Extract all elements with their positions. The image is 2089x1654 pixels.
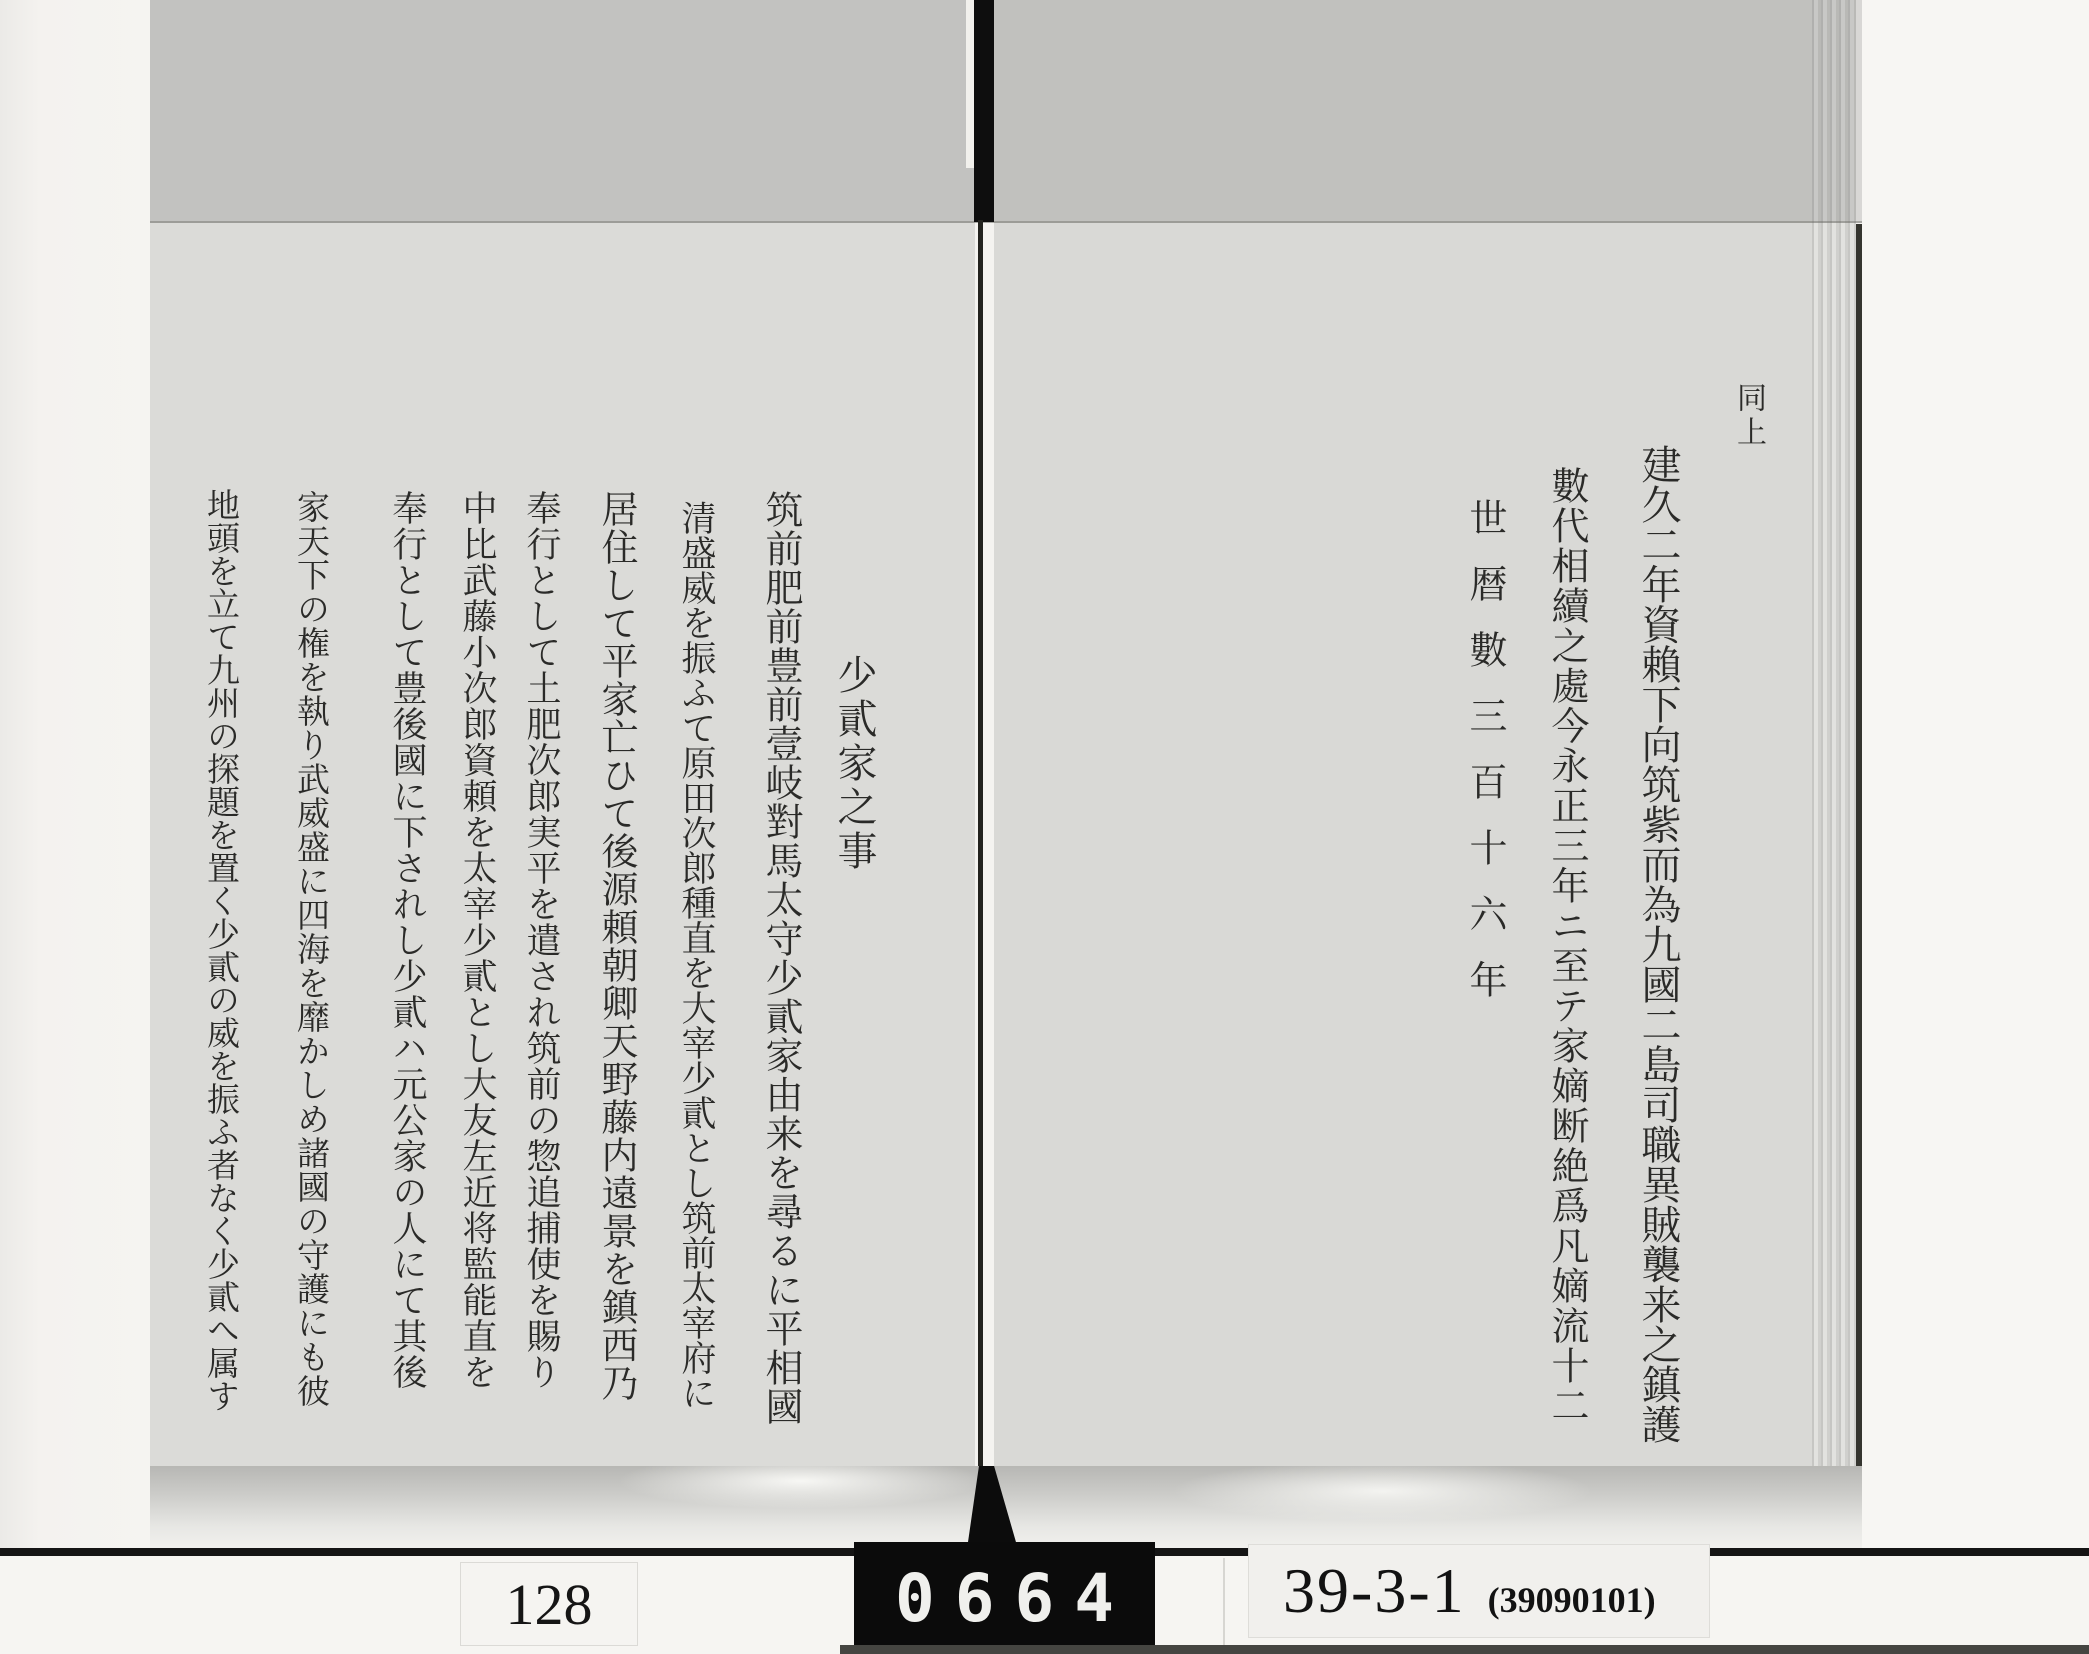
top-shadow-band <box>150 0 1862 223</box>
counter-display <box>854 1542 1155 1654</box>
left-page-column-3: 居住して平家亡ひて後源頼朝卿天野藤内遠景を鎮西乃 <box>595 490 638 1402</box>
bottom-dark-edge <box>840 1645 2089 1654</box>
left-page-column-1: 筑前肥前豊前壹岐對馬太守少貳家由来を尋るに平相國 <box>759 490 803 1426</box>
reference-code-label: 39-3-1 <box>1283 1555 1466 1626</box>
counter-digits: 0664 <box>895 1559 1134 1637</box>
left-page-section-title: 少貳家之事 <box>831 654 877 874</box>
reference-id-label: (39090101) <box>1487 1580 1656 1620</box>
left-page-column-5: 中比武藤小次郎資頼を太宰少貳とし大友左近将監能直を <box>457 490 497 1390</box>
spine-shadow-top <box>974 0 994 222</box>
spine-highlight <box>966 0 974 168</box>
left-page-column-2: 清盛威を振ふて原田次郎種直を大宰少貳とし筑前太宰府に <box>676 500 716 1410</box>
left-page-column-7: 家天下の権を執り武威盛に四海を靡かしめ諸國の守護にも彼 <box>292 490 331 1408</box>
right-page-column-1: 建久二年資賴下向筑紫而為九國二島司職異賊襲来之鎮護 <box>1635 444 1681 1444</box>
right-page-header: 同上 <box>1731 382 1766 450</box>
frame-number-card <box>460 1562 638 1646</box>
right-page-column-2: 數代相續之處今永正三年ニ至テ家嫡断絶爲凡嫡流十二 <box>1545 466 1589 1426</box>
page-edge-dark-line <box>1856 224 1862 1480</box>
footer-vertical-crease <box>1223 1558 1225 1646</box>
background-left-strip <box>0 0 150 1556</box>
right-page-column-3: 世暦數三百十六年 <box>1463 498 1507 1026</box>
spine-crease-line <box>978 220 983 1472</box>
left-page-column-6: 奉行として豊後國に下されし少貳ハ元公家の人にて其後 <box>387 490 427 1390</box>
left-page-column-8: 地頭を立て九州の探題を置く少貳の威を振ふ者なく少貳へ属す <box>202 488 241 1412</box>
reference-card <box>1248 1544 1710 1638</box>
left-page-column-4: 奉行として土肥次郎実平を遣され筑前の惣追捕使を賜り <box>521 490 561 1390</box>
background-right-strip <box>1862 0 2089 1556</box>
frame-number-label: 128 <box>505 1571 593 1637</box>
